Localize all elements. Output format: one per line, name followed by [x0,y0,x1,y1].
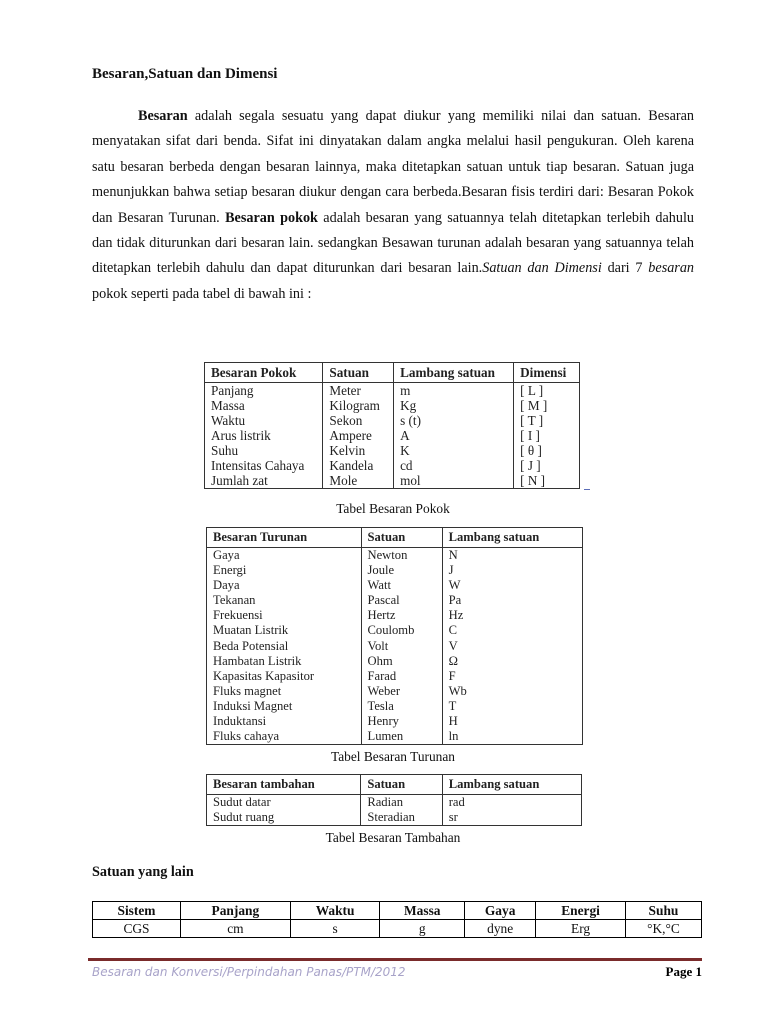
table-cell: T [442,699,582,714]
table-row [207,669,583,684]
caption-besaran-tambahan: Tabel Besaran Tambahan [325,830,461,845]
table-cell: Pascal [361,593,442,608]
table-cell: A [394,428,514,443]
table-besaran-tambahan [206,774,582,826]
table-cell: Volt [361,639,442,654]
table-row [205,443,580,458]
column-header: Besaran Pokok [205,363,323,383]
table-cell: Newton [361,548,442,564]
table-row [207,578,583,593]
column-header: Lambang satuan [442,528,582,548]
table-cell: Hertz [361,608,442,623]
table-cell: Frekuensi [207,608,362,623]
column-header: Gaya [465,902,536,920]
table-cell: Joule [361,563,442,578]
table-cell: Watt [361,578,442,593]
italic-term-satuan-dimensi: Satuan dan Dimensi [482,260,602,277]
table-cell: [ J ] [514,458,580,473]
table-cell: W [442,578,582,593]
table-row [205,398,580,413]
table-cell: V [442,639,582,654]
table-cell: Ampere [323,428,394,443]
table-cell: Arus listrik [205,428,323,443]
table-cell: K [394,443,514,458]
table-cell: Steradian [361,810,442,826]
intro-paragraph [92,104,694,307]
table-cell: N [442,548,582,564]
table-cell: cm [180,920,290,938]
table-cell: Weber [361,684,442,699]
column-header: Sistem [93,902,181,920]
table-cell: g [380,920,465,938]
table-cell: Ohm [361,654,442,669]
table-row [207,699,583,714]
table-row [207,714,583,729]
table-cell: Sudut ruang [207,810,361,826]
table-row [207,608,583,623]
table-row [207,684,583,699]
table-cell: Jumlah zat [205,473,323,489]
paragraph-text-1: adalah segala sesuatu yang dapat diukur yang memiliki nilai dan satuan. Besaran menyatakan sifat dari benda. Sifat ini dinyatakan dalam angka melalui hasil pengukuran. Oleh karena satu besaran berbeda dengan besaran lainnya, maka ditetapkan satuan untuk tiap besaran. Satuan juga menunjukkan bahwa setiap besaran diukur dengan cara berbeda.Besaran fisis terdiri dari: Besaran Pokok dan Besaran Turunan. [92,108,694,226]
table-cell: mol [394,473,514,489]
footer-divider [88,958,702,961]
column-header: Energi [536,902,626,920]
table-cell: Beda Potensial [207,639,362,654]
table-cell: Wb [442,684,582,699]
table-cell: Induktansi [207,714,362,729]
table-cell: Henry [361,714,442,729]
table-cell: s (t) [394,413,514,428]
table-header-row [205,363,580,383]
table-row [207,729,583,745]
table-satuan-lain [92,901,702,938]
table-row [207,654,583,669]
column-header: Satuan [323,363,394,383]
table-row [207,639,583,654]
table-cell: Farad [361,669,442,684]
table-cell: Tesla [361,699,442,714]
table-row [207,593,583,608]
table-cell: m [394,383,514,399]
table-cell: Tekanan [207,593,362,608]
table-cell: [ N ] [514,473,580,489]
table-row [205,428,580,443]
table-cell: dyne [465,920,536,938]
table-cell: CGS [93,920,181,938]
italic-term-besaran: besaran [648,260,695,277]
table-cell: Kelvin [323,443,394,458]
table-cell: Pa [442,593,582,608]
column-header: Lambang satuan [394,363,514,383]
table-row [207,623,583,638]
table-cell: J [442,563,582,578]
section-heading-satuan-lain: Satuan yang lain [92,864,194,880]
table-cell: Hambatan Listrik [207,654,362,669]
table-cell: Mole [323,473,394,489]
column-header: Satuan [361,775,442,795]
table-cell: Massa [205,398,323,413]
table-cell: Sudut datar [207,795,361,811]
table-cell: [ I ] [514,428,580,443]
table-cell: C [442,623,582,638]
table-row [207,795,582,811]
page-number: Page 1 [665,964,702,979]
paragraph-text-2: adalah besaran yang satuannya telah ditetapkan terlebih dahulu dan tidak diturunkan dari besaran lain. sedangkan Besawan turunan adalah besaran yang satuannya telah ditetapkan terlebih dahulu dan dapat diturunkan dari besaran lain. [92,209,694,277]
footer-document-info: Besaran dan Konversi/Perpindahan Panas/PTM/2012 [92,965,406,979]
table-cell: Kg [394,398,514,413]
table-cell: Suhu [205,443,323,458]
table-cell: Radian [361,795,442,811]
table-besaran-turunan [206,527,583,745]
table-cell: Muatan Listrik [207,623,362,638]
table-row [207,548,583,564]
table-cell: Kapasitas Kapasitor [207,669,362,684]
table-cell: H [442,714,582,729]
table-header-row [207,775,582,795]
column-header: Waktu [290,902,380,920]
page-title: Besaran,Satuan dan Dimensi [92,66,278,82]
table-row [207,810,582,826]
table-cell: Kilogram [323,398,394,413]
table-cell: Panjang [205,383,323,399]
table-besaran-pokok [204,362,580,489]
column-header: Panjang [180,902,290,920]
table-row [205,413,580,428]
table-header-row [207,528,583,548]
table-cell: °K,°C [625,920,701,938]
caption-besaran-pokok: Tabel Besaran Pokok [336,501,450,516]
table-cell: Ω [442,654,582,669]
table-row [205,473,580,489]
table-cell: Kandela [323,458,394,473]
column-header: Suhu [625,902,701,920]
column-header: Besaran Turunan [207,528,362,548]
column-header: Lambang satuan [442,775,581,795]
table-cell: cd [394,458,514,473]
table-header-row [93,902,702,920]
table-cell: rad [442,795,581,811]
table-cell: F [442,669,582,684]
column-header: Massa [380,902,465,920]
paragraph-text-3: dari 7 [601,260,649,277]
table-cell: Gaya [207,548,362,564]
table-cell: ln [442,729,582,745]
table-cell: [ T ] [514,413,580,428]
table-row [205,458,580,473]
table-row [205,383,580,399]
table-cell: Intensitas Cahaya [205,458,323,473]
table-cell: Fluks cahaya [207,729,362,745]
table-cell: s [290,920,380,938]
column-header: Satuan [361,528,442,548]
table-cell: Fluks magnet [207,684,362,699]
table-cell: Lumen [361,729,442,745]
table-cell: Sekon [323,413,394,428]
table-cell: Waktu [205,413,323,428]
stray-mark [584,489,590,490]
caption-besaran-turunan: Tabel Besaran Turunan [330,749,456,764]
table-cell: Erg [536,920,626,938]
table-cell: sr [442,810,581,826]
column-header: Besaran tambahan [207,775,361,795]
table-row [93,920,702,938]
table-cell: Hz [442,608,582,623]
bold-term-besaran: Besaran [138,108,188,124]
table-cell: Meter [323,383,394,399]
paragraph-text-4: pokok seperti pada tabel di bawah ini : [92,285,312,302]
bold-term-besaran-pokok: Besaran pokok [225,209,318,226]
column-header: Dimensi [514,363,580,383]
table-cell: [ θ ] [514,443,580,458]
table-cell: Coulomb [361,623,442,638]
table-cell: Daya [207,578,362,593]
table-cell: [ L ] [514,383,580,399]
table-cell: [ M ] [514,398,580,413]
table-row [207,563,583,578]
table-cell: Energi [207,563,362,578]
table-cell: Induksi Magnet [207,699,362,714]
